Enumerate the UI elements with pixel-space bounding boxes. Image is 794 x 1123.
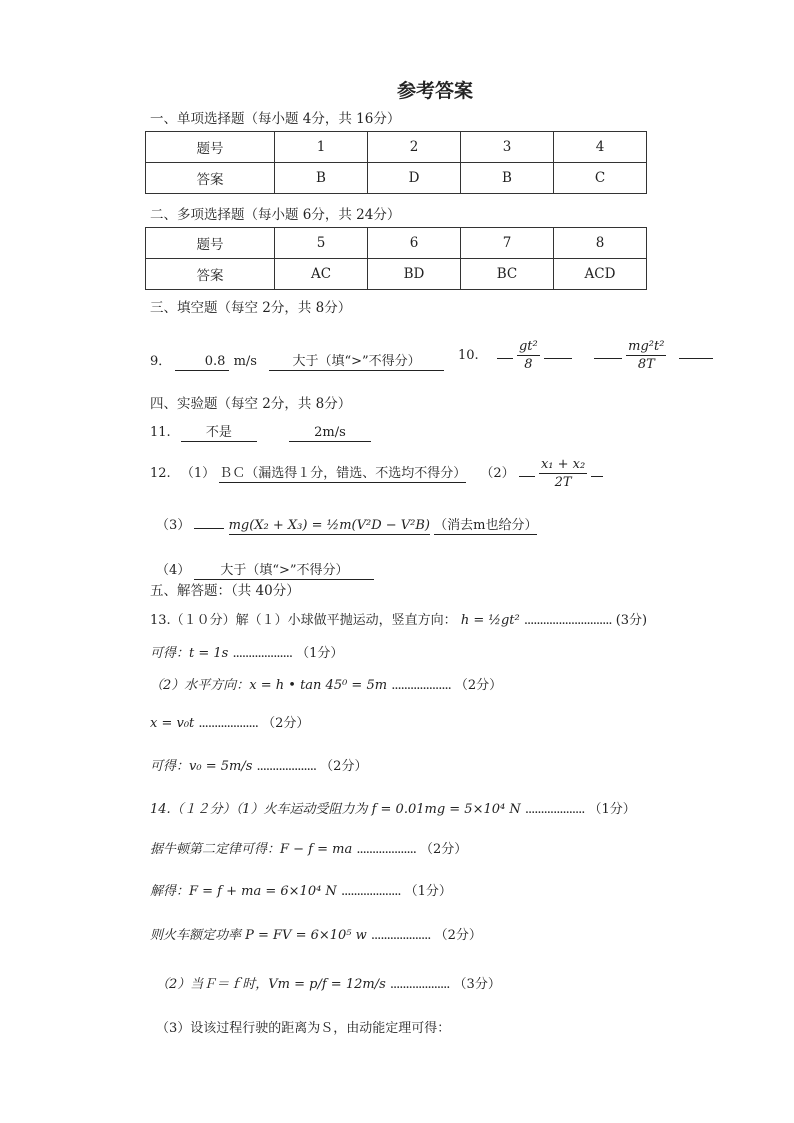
multi-choice-table [145, 227, 647, 290]
q14-line6: （3）设该过程行驶的距离为Ｓ，由动能定理可得： [156, 1021, 451, 1036]
q13-equation1: h = ½gt² [460, 613, 520, 628]
table-cell: 8 [554, 228, 647, 259]
section4-heading: 四、实验题（每空 2分，共 8分） [150, 396, 352, 412]
table-cell: BC [461, 259, 554, 290]
q11-answer-a: 不是 [181, 425, 257, 442]
table-cell: 2 [368, 132, 461, 163]
q12-part3-line [156, 514, 537, 535]
q10-answer-a: $\frac{\text{gt²}}{8}$ [518, 339, 538, 372]
q13-line3 [150, 674, 502, 693]
table-cell: 6 [368, 228, 461, 259]
q12-blank [591, 476, 603, 477]
q13-equation2: x = v₀t [150, 716, 195, 731]
q13-result2: 可得：v₀ = 5m/s [150, 759, 253, 774]
q11-line [150, 425, 371, 442]
dot-leader: ................... [198, 716, 258, 731]
table-header-cell: 题号 [146, 228, 275, 259]
table-cell: 7 [461, 228, 554, 259]
table-row [146, 163, 647, 194]
table-header-cell: 答案 [146, 259, 275, 290]
q13-line1 [150, 609, 647, 628]
q14-force: 解得：F = f + ma = 6×10⁴ N [150, 884, 337, 899]
q14-resistance: 14.（１２分）（1）火车运动受阻力为 f = 0.01mg = 5×10⁴ N [150, 802, 521, 817]
table-row [146, 259, 647, 290]
q13-result1: 可得：t = 1s [150, 646, 229, 661]
section1-heading: 一、单项选择题（每小题 4分，共 16分） [150, 111, 401, 127]
table-cell: 1 [275, 132, 368, 163]
q10-answer-b: $\frac{\text{mg²t²}}{8T}$ [628, 339, 665, 372]
table-cell: ACD [554, 259, 647, 290]
q13-score1: (3分) [615, 613, 648, 628]
q9-line [150, 350, 444, 371]
q13-line2 [150, 642, 343, 661]
q10-blank [594, 358, 622, 359]
q14-line5 [156, 973, 501, 992]
table-cell: B [275, 163, 368, 194]
dot-leader: ................... [340, 884, 401, 899]
table-cell: B [461, 163, 554, 194]
q12-part3-label: （3） [156, 518, 191, 533]
q12-part1-label: （1） [180, 466, 216, 481]
q14-max-speed: （2）当Ｆ＝ｆ时，Vm = p/f = 12m/s [156, 977, 386, 992]
q13-line5 [150, 755, 367, 774]
q12-number: 12. [150, 466, 171, 481]
section2-heading: 二、多项选择题（每小题 6分，共 24分） [150, 207, 401, 223]
q10-line [458, 338, 713, 373]
q14-line2 [150, 838, 467, 857]
q12-answer-4: 大于（填“>”不得分） [194, 563, 374, 580]
q13-score5: （2分） [320, 759, 368, 774]
q14-score4: （2分） [434, 928, 482, 943]
dot-leader: ................... [524, 802, 585, 817]
q14-line3 [150, 880, 452, 899]
q14-line1 [150, 798, 636, 817]
q11-number: 11. [150, 425, 171, 440]
q12-part4-label: （4） [156, 563, 191, 578]
q12-part4-line [156, 559, 374, 580]
table-cell: 3 [461, 132, 554, 163]
q12-blank [194, 528, 224, 529]
table-cell: D [368, 163, 461, 194]
dot-leader: ................... [256, 759, 317, 774]
q12-line [150, 456, 603, 491]
table-cell: 4 [554, 132, 647, 163]
q12-blank [519, 476, 535, 477]
q12-answer-2: $\frac{\text{x₁ + x₂}}{2T}$ [540, 457, 586, 490]
section5-heading: 五、解答题：（共 40分） [150, 583, 300, 599]
section3-heading: 三、填空题（每空 2分，共 8分） [150, 300, 352, 316]
q9-number: 9． [150, 354, 172, 369]
q10-blank [679, 358, 713, 359]
q13-line4 [150, 712, 309, 731]
q13-score4: （2分） [262, 716, 310, 731]
q14-score2: （2分） [420, 842, 468, 857]
table-cell: C [554, 163, 647, 194]
table-header-cell: 答案 [146, 163, 275, 194]
page-title: 参考答案 [396, 80, 473, 102]
q10-number: 10. [458, 348, 479, 363]
table-cell: 5 [275, 228, 368, 259]
q12-answer-3-note: （消去m也给分） [434, 518, 538, 533]
q14-score3: （1分） [404, 884, 452, 899]
table-cell: BD [368, 259, 461, 290]
table-header-cell: 题号 [146, 132, 275, 163]
q13-score2: （1分） [296, 646, 344, 661]
q11-answer-b: 2m/s [289, 425, 371, 442]
q12-part2-label: （2） [480, 466, 515, 481]
q9-answer-a: 0.8 [175, 354, 229, 371]
dot-leader: ............................ [523, 613, 612, 628]
q13-intro: 13.（１０分）解（１）小球做平抛运动，竖直方向： [150, 613, 457, 628]
dot-leader: ................... [232, 646, 292, 661]
q14-score1: （1分） [588, 802, 636, 817]
q14-score5: （3分） [453, 977, 501, 992]
q14-newton: 据牛顿第二定律可得：F − f = ma [150, 842, 353, 857]
dot-leader: ................... [389, 977, 450, 992]
single-choice-table [145, 131, 647, 194]
q9-answer-b: 大于（填“>”不得分） [269, 354, 444, 371]
q10-blank [497, 358, 513, 359]
dot-leader: ................... [356, 842, 416, 857]
q9-unit: m/s [233, 354, 257, 369]
dot-leader: ................... [391, 678, 451, 693]
table-row [146, 132, 647, 163]
table-cell: AC [275, 259, 368, 290]
dot-leader: ................... [370, 928, 431, 943]
q12-answer-1: ＢＣ（漏选得１分，错选、不选均不得分） [219, 466, 467, 481]
q14-power: 则火车额定功率 P = FV = 6×10⁵ w [150, 928, 367, 943]
q13-horizontal: （2）水平方向：x = h • tan 45⁰ = 5m [150, 678, 388, 693]
q14-line4 [150, 924, 482, 943]
q10-blank [544, 358, 572, 359]
table-row [146, 228, 647, 259]
q12-answer-3: mg(X₂ + X₃) = ½m(V²D − V²B) [228, 518, 431, 533]
q13-score3: （2分） [454, 678, 503, 693]
